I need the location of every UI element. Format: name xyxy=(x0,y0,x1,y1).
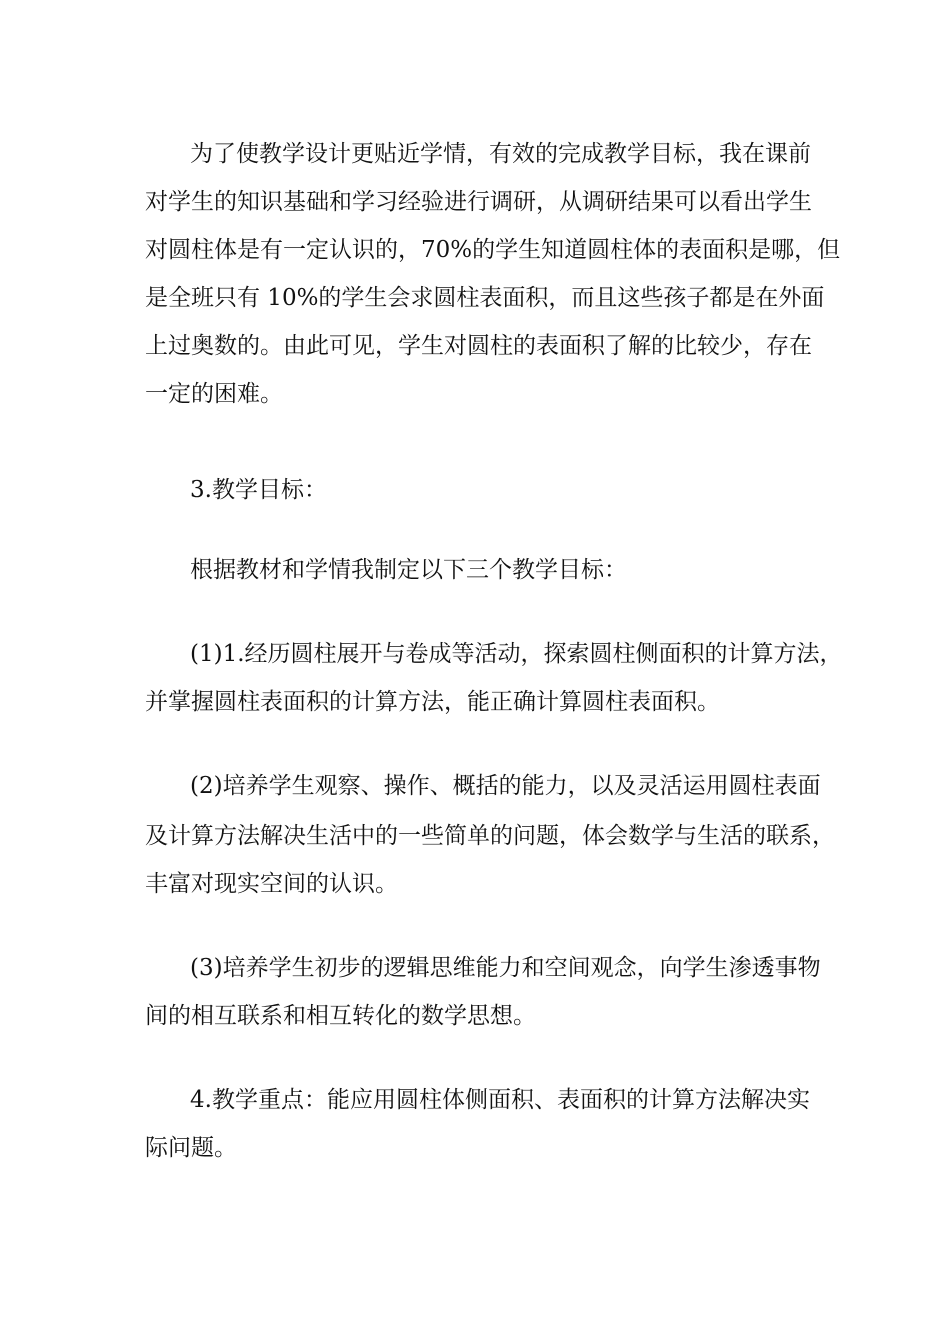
paragraph-line: 对学生的知识基础和学习经验进行调研，从调研结果可以看出学生 xyxy=(145,189,812,215)
paragraph-line: 对圆柱体是有一定认识的，70%的学生知道圆柱体的表面积是哪，但 xyxy=(145,237,841,263)
objective-3-line: (3)培养学生初步的逻辑思维能力和空间观念，向学生渗透事物 xyxy=(190,955,821,981)
objective-2-line: 及计算方法解决生活中的一些简单的问题，体会数学与生活的联系， xyxy=(145,823,835,849)
objective-1-line: (1)1.经历圆柱展开与卷成等活动，探索圆柱侧面积的计算方法， xyxy=(190,641,843,667)
objective-2-line: (2)培养学生观察、操作、概括的能力，以及灵活运用圆柱表面 xyxy=(190,773,821,799)
objective-2-line: 丰富对现实空间的认识。 xyxy=(145,871,398,897)
paragraph-line: 上过奥数的。由此可见，学生对圆柱的表面积了解的比较少，存在 xyxy=(145,333,812,359)
paragraph-line: 一定的困难。 xyxy=(145,381,283,407)
paragraph-line: 是全班只有 10%的学生会求圆柱表面积，而且这些孩子都是在外面 xyxy=(145,285,825,311)
objective-1-line: 并掌握圆柱表面积的计算方法，能正确计算圆柱表面积。 xyxy=(145,689,720,715)
paragraph-line: 为了使教学设计更贴近学情，有效的完成教学目标，我在课前 xyxy=(190,141,811,167)
key-point-line: 4.教学重点：能应用圆柱体侧面积、表面积的计算方法解决实 xyxy=(190,1087,810,1113)
key-point-line: 际问题。 xyxy=(145,1135,237,1161)
paragraph-line: 根据教材和学情我制定以下三个教学目标： xyxy=(190,557,627,583)
section-heading: 3.教学目标： xyxy=(190,477,327,503)
objective-3-line: 间的相互联系和相互转化的数学思想。 xyxy=(145,1003,536,1029)
